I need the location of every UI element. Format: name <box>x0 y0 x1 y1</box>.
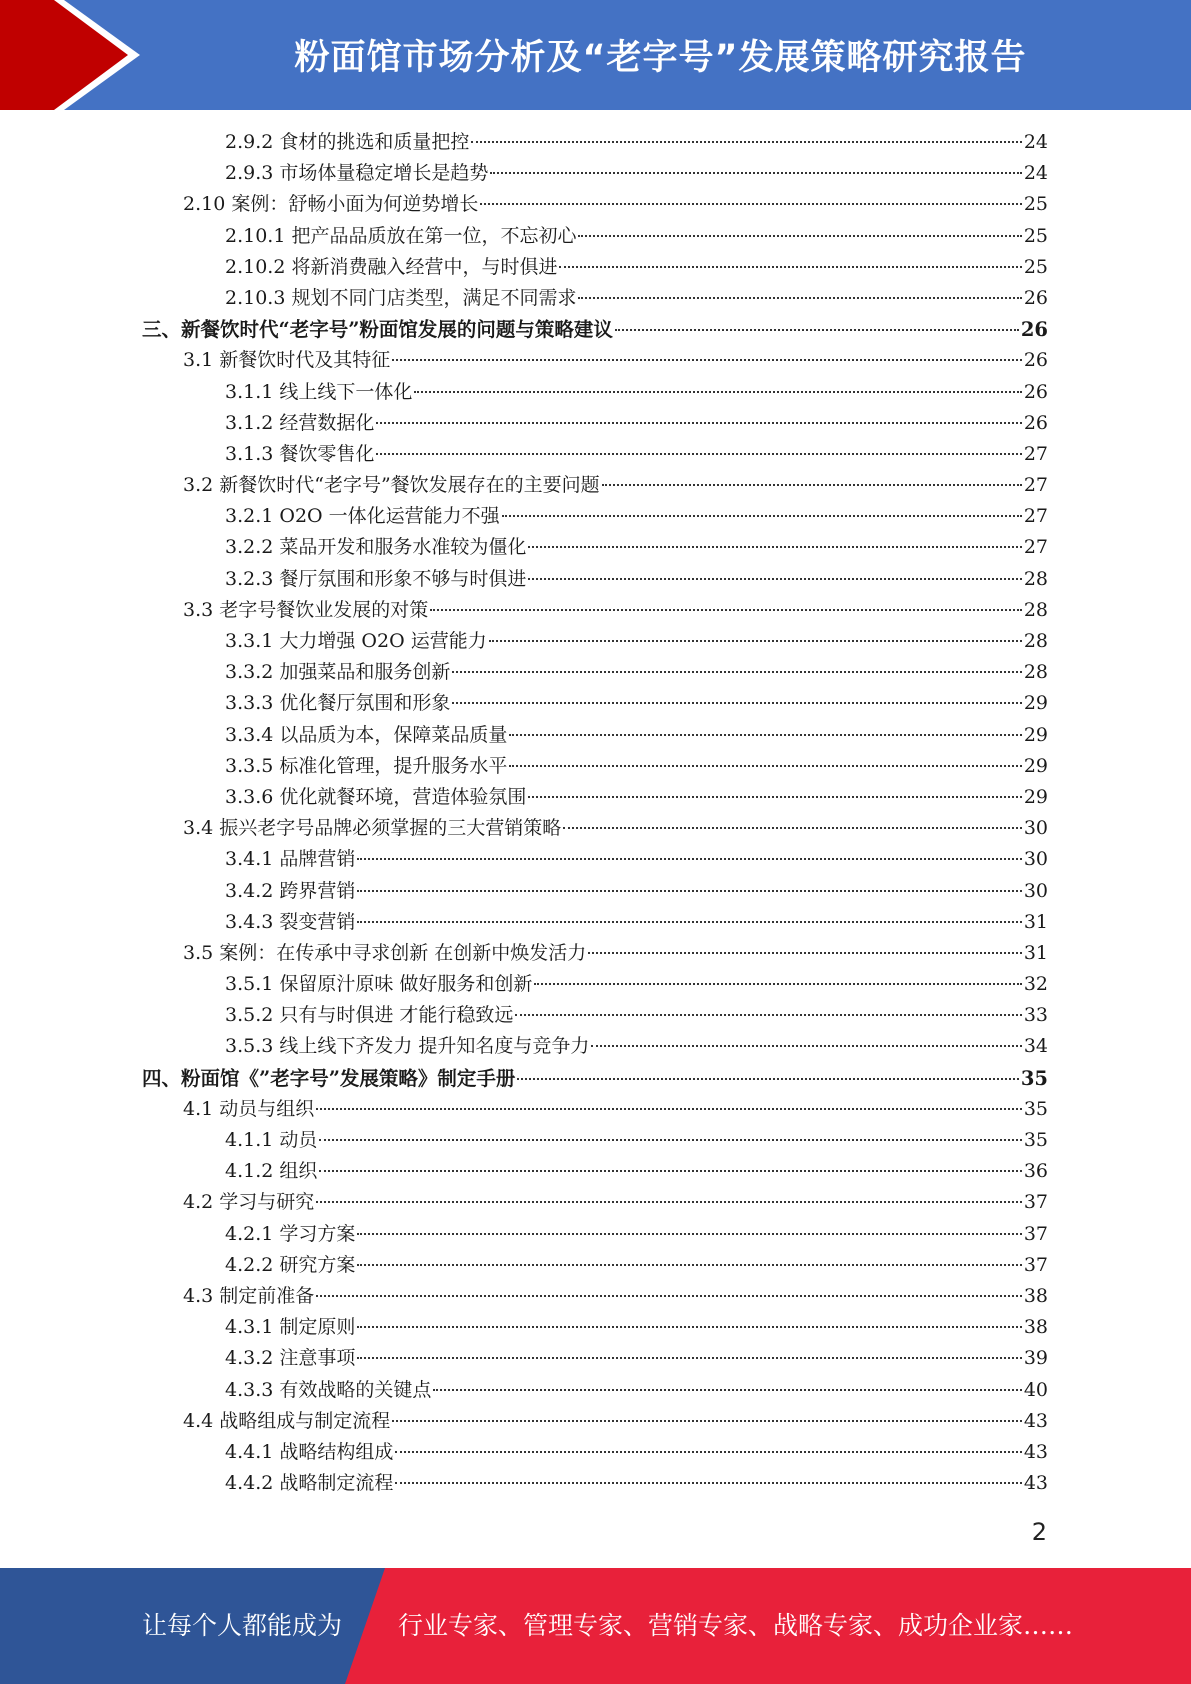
toc-entry-page: 27 <box>1023 442 1048 465</box>
toc-entry[interactable] <box>0 1000 1191 1031</box>
toc-entry-page: 28 <box>1023 567 1048 590</box>
toc-entry-label: 4.4 战略组成与制定流程 <box>183 1409 391 1432</box>
toc-entry-page: 34 <box>1023 1035 1048 1058</box>
toc-entry[interactable] <box>0 377 1191 408</box>
toc-entry-page: 37 <box>1023 1222 1048 1245</box>
toc-dot-leader <box>489 640 1022 642</box>
toc-entry-page: 43 <box>1023 1409 1048 1432</box>
toc-entry-page: 30 <box>1023 848 1048 871</box>
toc-entry[interactable] <box>0 907 1191 938</box>
toc-entry[interactable] <box>0 751 1191 782</box>
toc-entry-label: 2.10.2 将新消费融入经营中，与时俱进 <box>225 255 558 278</box>
toc-entry[interactable] <box>0 1219 1191 1250</box>
toc-dot-leader <box>528 546 1021 548</box>
toc-dot-leader <box>357 1326 1021 1328</box>
toc-entry-label: 4.4.1 战略结构组成 <box>225 1440 394 1463</box>
toc-entry[interactable] <box>0 782 1191 813</box>
toc-entry-page: 30 <box>1023 879 1048 902</box>
toc-dot-leader <box>357 1233 1021 1235</box>
toc-entry-label: 3.5 案例：在传承中寻求创新 在创新中焕发活力 <box>183 941 587 964</box>
toc-dot-leader <box>515 1014 1021 1016</box>
toc-entry[interactable] <box>0 1156 1191 1187</box>
toc-entry[interactable] <box>0 1375 1191 1406</box>
toc-entry-label: 3.4.2 跨界营销 <box>225 879 356 902</box>
toc-entry-label: 3.3.5 标准化管理，提升服务水平 <box>225 754 508 777</box>
toc-dot-leader <box>319 1139 1021 1141</box>
toc-entry-label: 3.3.4 以品质为本，保障菜品质量 <box>225 723 508 746</box>
toc-entry-label: 3.1.1 线上线下一体化 <box>225 380 413 403</box>
toc-entry-label: 4.1.2 组织 <box>225 1160 318 1183</box>
toc-dot-leader <box>517 1078 1018 1080</box>
toc-entry[interactable] <box>0 470 1191 501</box>
toc-entry-label: 4.2.1 学习方案 <box>225 1222 356 1245</box>
toc-entry-page: 27 <box>1023 536 1048 559</box>
toc-entry-label: 2.9.2 食材的挑选和质量把控 <box>225 131 470 153</box>
toc-entry[interactable] <box>0 657 1191 688</box>
toc-entry-page: 43 <box>1023 1472 1048 1495</box>
toc-dot-leader <box>433 1389 1021 1391</box>
toc-entry-page: 37 <box>1023 1253 1048 1276</box>
toc-entry[interactable] <box>0 283 1191 314</box>
toc-entry-label: 三、新餐饮时代“老字号”粉面馆发展的问题与策略建议 <box>142 318 613 342</box>
toc-entry-page: 35 <box>1023 1097 1048 1120</box>
toc-dot-leader <box>528 796 1021 798</box>
toc-entry-label: 3.1.2 经营数据化 <box>225 411 375 434</box>
toc-entry-label: 3.5.3 线上线下齐发力 提升知名度与竞争力 <box>225 1035 590 1058</box>
toc-entry-page: 24 <box>1023 131 1048 153</box>
toc-dot-leader <box>528 578 1021 580</box>
toc-entry[interactable] <box>0 532 1191 563</box>
toc-dot-leader <box>316 1295 1022 1297</box>
toc-dot-leader <box>509 734 1021 736</box>
toc-entry[interactable] <box>0 688 1191 719</box>
toc-entry-page: 28 <box>1023 630 1048 652</box>
toc-entry-page: 26 <box>1023 411 1048 434</box>
toc-entry-label: 3.2.3 餐厅氛围和形象不够与时俱进 <box>225 567 527 590</box>
toc-entry-page: 28 <box>1023 661 1048 684</box>
toc-dot-leader <box>357 890 1021 892</box>
toc-entry-label: 4.3.1 制定原则 <box>225 1316 356 1339</box>
toc-entry-label: 4.3.2 注意事项 <box>225 1347 356 1370</box>
toc-entry[interactable] <box>0 969 1191 1000</box>
toc-dot-leader <box>357 858 1021 860</box>
toc-entry-label: 3.2.2 菜品开发和服务水准较为僵化 <box>225 536 527 559</box>
toc-entry-label: 4.1.1 动员 <box>225 1129 318 1151</box>
toc-dot-leader <box>395 1482 1021 1484</box>
toc-entry-page: 33 <box>1023 1004 1048 1027</box>
toc-dot-leader <box>480 203 1021 205</box>
toc-entry[interactable] <box>0 1250 1191 1281</box>
toc-entry-page: 27 <box>1023 474 1048 497</box>
toc-entry-label: 3.3.2 加强菜品和服务创新 <box>225 661 451 684</box>
toc-dot-leader <box>534 983 1021 985</box>
toc-entry[interactable] <box>0 938 1191 969</box>
toc-dot-leader <box>502 515 1022 517</box>
toc-entry-label: 4.2 学习与研究 <box>183 1191 315 1214</box>
footer-slogan-left: 让每个人都能成为 <box>142 1611 343 1640</box>
toc-dot-leader <box>588 952 1022 954</box>
toc-dot-leader <box>319 1170 1021 1172</box>
toc-entry-page: 27 <box>1023 505 1048 528</box>
page-number: 2 <box>1031 1518 1047 1546</box>
toc-entry-label: 3.4.3 裂变营销 <box>225 910 356 933</box>
toc-entry[interactable] <box>0 1125 1191 1156</box>
toc-entry[interactable] <box>0 1063 1191 1094</box>
toc-entry-label: 4.3.3 有效战略的关键点 <box>225 1378 432 1401</box>
toc-dot-leader <box>316 1201 1022 1203</box>
toc-entry[interactable] <box>0 189 1191 220</box>
toc-entry-label: 3.4 振兴老字号品牌必须掌握的三大营销策略 <box>183 817 562 840</box>
page-footer <box>0 1568 1191 1684</box>
toc-entry-page: 25 <box>1023 255 1048 278</box>
toc-entry-label: 2.9.3 市场体量稳定增长是趋势 <box>225 162 489 185</box>
toc-entry-page: 30 <box>1023 817 1048 840</box>
toc-dot-leader <box>591 1045 1021 1047</box>
toc-dot-leader <box>471 141 1021 143</box>
toc-entry-page: 40 <box>1023 1378 1048 1401</box>
toc-entry[interactable] <box>0 1437 1191 1468</box>
toc-entry-label: 4.3 制定前准备 <box>183 1284 315 1307</box>
toc-entry-page: 25 <box>1023 224 1048 247</box>
toc-entry-page: 35 <box>1023 1129 1048 1151</box>
toc-entry-label: 2.10.3 规划不同门店类型，满足不同需求 <box>225 286 577 309</box>
toc-entry-label: 3.5.2 只有与时俱进 才能行稳致远 <box>225 1004 514 1027</box>
toc-dot-leader <box>490 172 1021 174</box>
toc-entry[interactable] <box>0 1281 1191 1312</box>
toc-entry-label: 3.4.1 品牌营销 <box>225 848 356 871</box>
toc-entry-page: 37 <box>1023 1191 1048 1214</box>
toc-entry-page: 28 <box>1023 598 1048 621</box>
toc-entry[interactable] <box>0 127 1191 158</box>
header-chevron-icon <box>0 0 160 110</box>
toc-entry-page: 29 <box>1023 723 1048 746</box>
toc-entry-label: 2.10 案例：舒畅小面为何逆势增长 <box>183 193 479 216</box>
toc-entry-page: 43 <box>1023 1440 1048 1463</box>
toc-entry[interactable] <box>0 345 1191 376</box>
toc-dot-leader <box>376 453 1021 455</box>
toc-dot-leader <box>509 765 1021 767</box>
toc-entry[interactable] <box>0 1343 1191 1374</box>
toc-entry[interactable] <box>0 314 1191 345</box>
toc-dot-leader <box>559 266 1021 268</box>
toc-dot-leader <box>615 329 1019 331</box>
toc-dot-leader <box>430 609 1022 611</box>
toc-dot-leader <box>395 1451 1021 1453</box>
toc-entry-label: 3.2 新餐饮时代“老字号”餐饮发展存在的主要问题 <box>183 474 600 497</box>
toc-dot-leader <box>563 827 1022 829</box>
toc-entry[interactable] <box>0 1094 1191 1125</box>
toc-entry-page: 31 <box>1023 941 1048 964</box>
toc-dot-leader <box>578 235 1021 237</box>
toc-entry-page: 26 <box>1020 318 1048 342</box>
toc-entry[interactable] <box>0 158 1191 189</box>
toc-entry-label: 4.2.2 研究方案 <box>225 1253 356 1276</box>
toc-entry-page: 36 <box>1023 1160 1048 1183</box>
toc-entry[interactable] <box>0 626 1191 657</box>
footer-slogan-right: 行业专家、管理专家、营销专家、战略专家、成功企业家…… <box>398 1611 1074 1640</box>
toc-entry-page: 29 <box>1023 692 1048 715</box>
toc-dot-leader <box>392 359 1022 361</box>
page-header <box>0 0 1191 110</box>
toc-entry[interactable] <box>0 1406 1191 1437</box>
toc-dot-leader <box>452 671 1021 673</box>
toc-entry-page: 25 <box>1023 193 1048 216</box>
toc-dot-leader <box>452 702 1021 704</box>
toc-entry[interactable] <box>0 221 1191 252</box>
toc-entry[interactable] <box>0 876 1191 907</box>
toc-entry[interactable] <box>0 844 1191 875</box>
toc-entry-label: 3.3.1 大力增强 O2O 运营能力 <box>225 630 487 652</box>
toc-entry-label: 3.2.1 O2O 一体化运营能力不强 <box>225 505 500 528</box>
toc-entry-label: 3.5.1 保留原汁原味 做好服务和创新 <box>225 973 533 996</box>
toc-entry-page: 26 <box>1023 349 1048 372</box>
toc-dot-leader <box>357 921 1021 923</box>
toc-entry[interactable] <box>0 813 1191 844</box>
toc-entry-page: 29 <box>1023 754 1048 777</box>
toc-entry-page: 35 <box>1020 1066 1048 1090</box>
toc-entry-label: 3.1 新餐饮时代及其特征 <box>183 349 391 372</box>
toc-dot-leader <box>357 1264 1021 1266</box>
toc-entry[interactable] <box>0 252 1191 283</box>
toc-entry-page: 32 <box>1023 973 1048 996</box>
toc-entry-label: 4.1 动员与组织 <box>183 1097 315 1120</box>
toc-entry-page: 24 <box>1023 162 1048 185</box>
toc-entry[interactable] <box>0 1468 1191 1499</box>
toc-dot-leader <box>357 1357 1021 1359</box>
toc-entry-label: 3.3 老字号餐饮业发展的对策 <box>183 598 429 621</box>
toc-entry-page: 39 <box>1023 1347 1048 1370</box>
toc-entry-page: 29 <box>1023 785 1048 808</box>
toc-entry[interactable] <box>0 720 1191 751</box>
toc-entry[interactable] <box>0 408 1191 439</box>
toc-entry-page: 31 <box>1023 910 1048 933</box>
toc-entry[interactable] <box>0 501 1191 532</box>
toc-entry-label: 3.1.3 餐饮零售化 <box>225 442 375 465</box>
toc-dot-leader <box>392 1420 1022 1422</box>
toc-entry-page: 26 <box>1023 380 1048 403</box>
toc-entry-label: 四、粉面馆《”老字号”发展策略》制定手册 <box>142 1066 516 1090</box>
toc-dot-leader <box>578 297 1021 299</box>
toc-entry[interactable] <box>0 439 1191 470</box>
toc-dot-leader <box>602 484 1022 486</box>
toc-entry[interactable] <box>0 1187 1191 1218</box>
table-of-contents <box>0 127 1191 1499</box>
toc-entry-label: 4.4.2 战略制定流程 <box>225 1472 394 1495</box>
toc-entry-page: 26 <box>1023 286 1048 309</box>
toc-entry-page: 38 <box>1023 1284 1048 1307</box>
toc-entry[interactable] <box>0 1031 1191 1062</box>
report-title: 粉面馆市场分析及“老字号”发展策略研究报告 <box>294 38 1027 78</box>
toc-dot-leader <box>376 422 1021 424</box>
toc-entry-label: 2.10.1 把产品品质放在第一位，不忘初心 <box>225 224 577 247</box>
toc-entry-label: 3.3.6 优化就餐环境，营造体验氛围 <box>225 785 527 808</box>
toc-dot-leader <box>316 1108 1022 1110</box>
toc-entry-page: 38 <box>1023 1316 1048 1339</box>
toc-entry-label: 3.3.3 优化餐厅氛围和形象 <box>225 692 451 715</box>
toc-dot-leader <box>414 391 1021 393</box>
toc-entry[interactable] <box>0 595 1191 626</box>
toc-entry[interactable] <box>0 1312 1191 1343</box>
toc-entry[interactable] <box>0 564 1191 595</box>
